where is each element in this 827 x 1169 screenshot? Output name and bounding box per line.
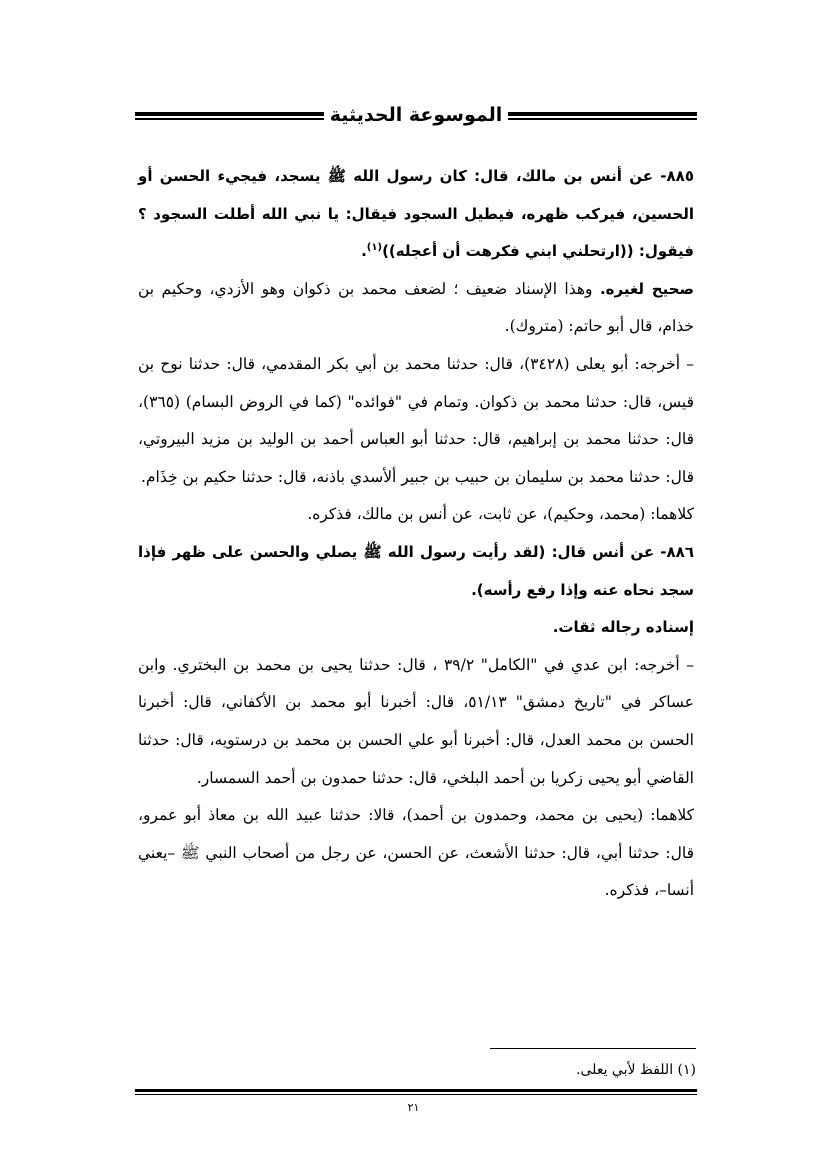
takhrij-885: – أخرجه: أبو يعلى (٣٤٢٨)، قال: حدثنا محمد بن أبي بكر المقدمي، قال: حدثنا نوح بن قيس، قال: حدثنا محمد بن ذكوان. وتمام في "فوائده" (كما في الروض البسام) (٣٦٥)، قال: حدثنا محمد بن إبراهيم، قال: حدثنا أبو العباس أحمد بن الوليد بن مزيد البيروتي، قال: حدثنا محمد بن سليمان بن حبيب بن جبير ألأسدي باذنه، قال: حدثنا حكيم بن خِذَام. <box>138 354 694 486</box>
main-text <box>138 158 694 910</box>
bottom-rule-thin <box>135 1094 697 1095</box>
header-title: الموسوعة الحديثية <box>324 104 509 126</box>
grade-886: إسناده رجاله ثقات. <box>552 618 694 637</box>
grade-885: صحيح لغيره. وهذا الإسناد ضعيف ؛ لضعف محمد بن ذكوان وهو الأزدي، وحكيم بن خذام، قال أبو حاتم: (متروك). <box>138 279 694 336</box>
running-header <box>135 104 697 138</box>
hadith-885: ٨٨٥- عن أنس بن مالك، قال: كان رسول الله ﷺ يسجد، فيجيء الحسن أو الحسين، فيركب ظهره، فيطيل السجود فيقال: يا نبي الله أطلت السجود ؟ فيقول: ((ارتحلني ابني فكرهت أن أعجله))$^{(١)}$. <box>138 167 694 261</box>
summary-885: كلاهما: (محمد، وحكيم)، عن ثابت، عن أنس بن مالك، فذكره. <box>307 505 694 524</box>
takhrij-886: – أخرجه: ابن عدي في "الكامل" ٣٩/٢ ، قال: حدثنا يحيى بن محمد بن البختري. وابن عساكر في "تاريخ دمشق" ٥١/١٣، قال: أخبرنا أبو محمد بن الأكفاني، قال: أخبرنا الحسن بن محمد العدل، قال: أخبرنا أبو علي الحسن بن محمد بن درستويه، قال: حدثنا القاضي أبو يحيى زكريا بن أحمد البلخي، قال: حدثنا حمدون بن أحمد السمسار. <box>138 655 694 787</box>
bottom-rule-thick <box>135 1089 697 1092</box>
footnote-ref: (١) <box>366 242 383 254</box>
footnote: (١) اللفظ لأبي يعلى. <box>576 1062 696 1078</box>
page-number: ٢١ <box>407 1101 420 1114</box>
hadith-886: ٨٨٦- عن أنس قال: (لقد رأيت رسول الله ﷺ يصلي والحسن على ظهر فإذا سجد نحاه عنه وإذا رفع رأسه). <box>138 542 694 599</box>
summary-886: كلاهما: (يحيى بن محمد، وحمدون بن أحمد)، قالا: حدثنا عبيد الله بن معاذ أبو عمرو، قال: حدثنا أبي، قال: حدثنا الأشعث، عن الحسن، عن رجل من أصحاب النبي ﷺ –يعني أنسا–، فذكره. <box>138 806 694 900</box>
footnote-separator <box>490 1048 696 1049</box>
